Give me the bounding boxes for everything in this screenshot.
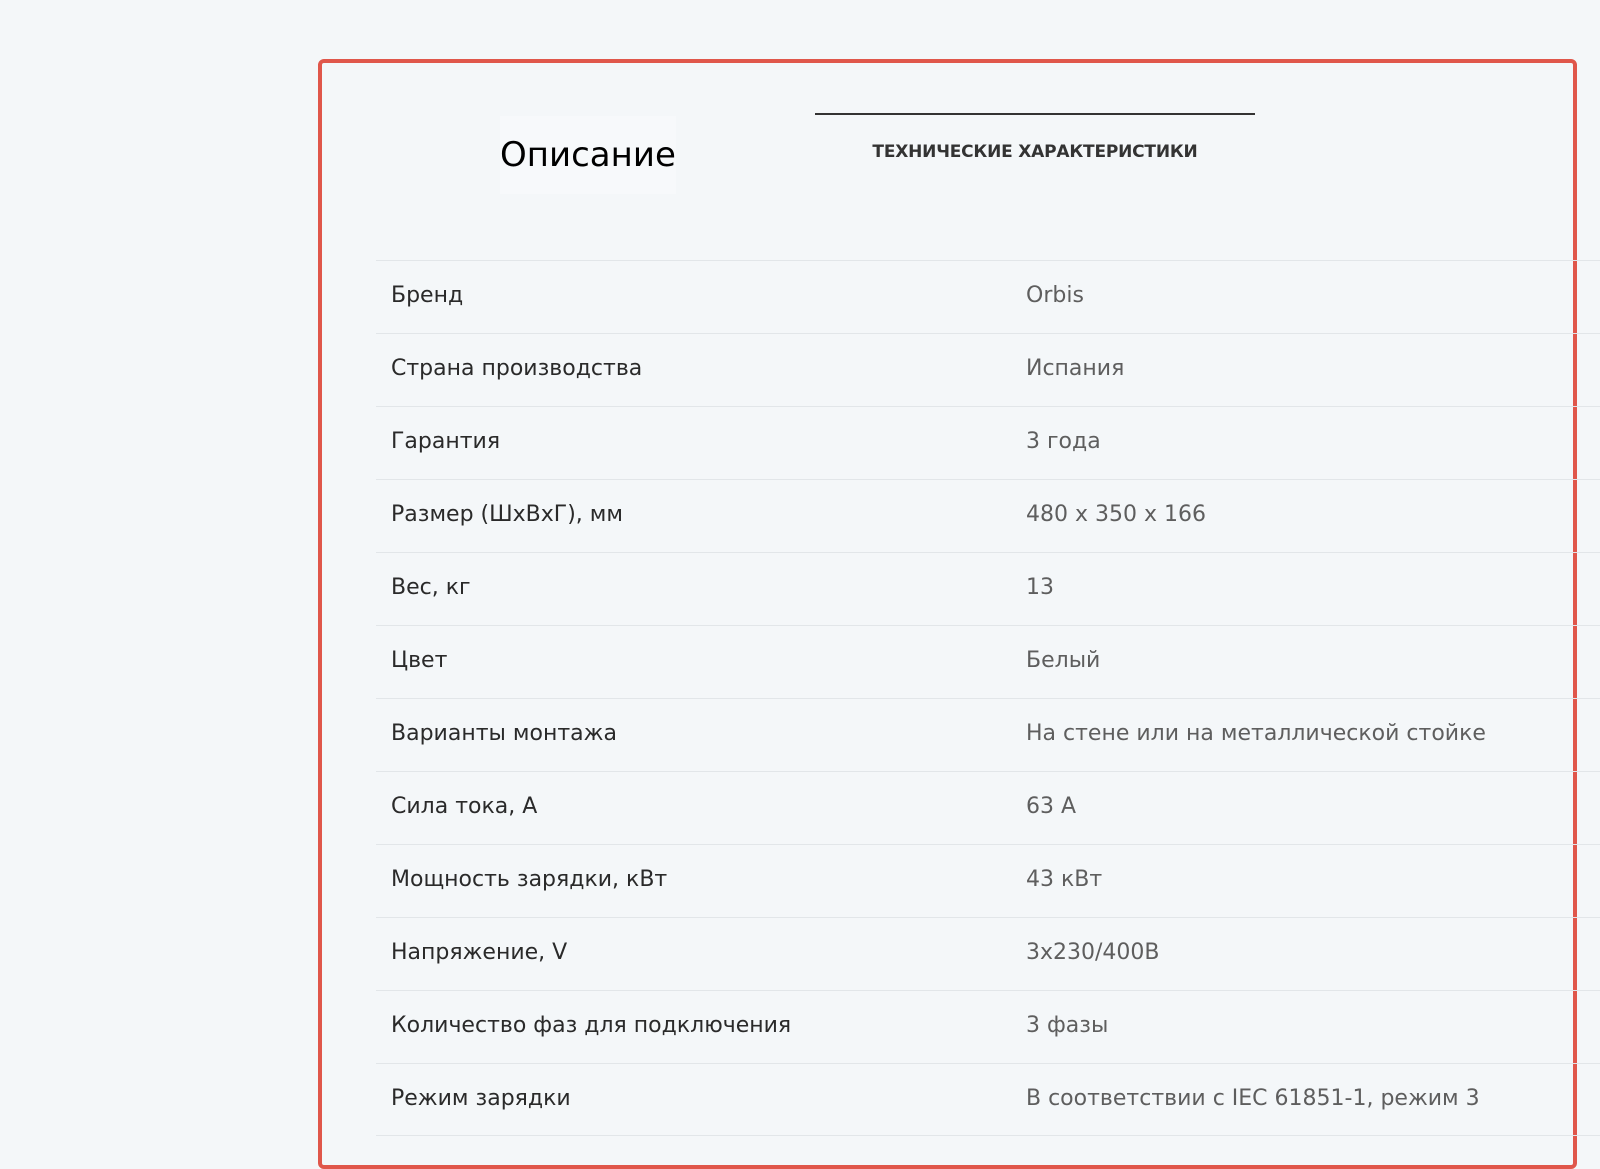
spec-label: Режим зарядки: [391, 1086, 571, 1111]
spec-row-current: [376, 771, 1600, 844]
tab-specs[interactable]: [815, 142, 1255, 162]
spec-value: 3х230/400В: [1026, 940, 1160, 965]
spec-row-phases: [376, 990, 1600, 1063]
spec-value: 63 А: [1026, 794, 1077, 819]
spec-value: В соответствии с IEC 61851-1, режим 3: [1026, 1086, 1480, 1111]
spec-label: Страна производства: [391, 356, 643, 381]
spec-label: Бренд: [391, 283, 464, 308]
spec-value: Белый: [1026, 648, 1101, 673]
spec-row-warranty: [376, 406, 1600, 479]
spec-label: Мощность зарядки, кВт: [391, 867, 668, 892]
spec-label: Варианты монтажа: [391, 721, 617, 746]
spec-value: Orbis: [1026, 283, 1084, 308]
spec-row-brand: [376, 260, 1600, 333]
tab-specs-label: ТЕХНИЧЕСКИЕ ХАРАКТЕРИСТИКИ: [872, 142, 1198, 162]
spec-value: Испания: [1026, 356, 1125, 381]
spec-row-charge-mode: [376, 1063, 1600, 1136]
spec-row-color: [376, 625, 1600, 698]
spec-value: 3 года: [1026, 429, 1101, 454]
specs-table: [376, 260, 1600, 1136]
spec-row-weight: [376, 552, 1600, 625]
spec-row-mounting: [376, 698, 1600, 771]
spec-row-power: [376, 844, 1600, 917]
spec-label: Гарантия: [391, 429, 501, 454]
spec-label: Количество фаз для подключения: [391, 1013, 792, 1038]
spec-label: Цвет: [391, 648, 448, 673]
spec-label: Сила тока, А: [391, 794, 538, 819]
spec-label: Напряжение, V: [391, 940, 568, 965]
spec-row-country: [376, 333, 1600, 406]
spec-value: 13: [1026, 575, 1054, 600]
spec-row-size: [376, 479, 1600, 552]
spec-value: 480 х 350 х 166: [1026, 502, 1206, 527]
spec-value: 3 фазы: [1026, 1013, 1109, 1038]
spec-label: Размер (ШхВхГ), мм: [391, 502, 623, 527]
spec-row-voltage: [376, 917, 1600, 990]
spec-value: 43 кВт: [1026, 867, 1103, 892]
tab-description[interactable]: [500, 116, 676, 194]
spec-label: Вес, кг: [391, 575, 471, 600]
spec-value: На стене или на металлической стойке: [1026, 721, 1486, 746]
active-tab-indicator: [815, 113, 1255, 115]
tab-description-label: Описание: [500, 135, 676, 175]
